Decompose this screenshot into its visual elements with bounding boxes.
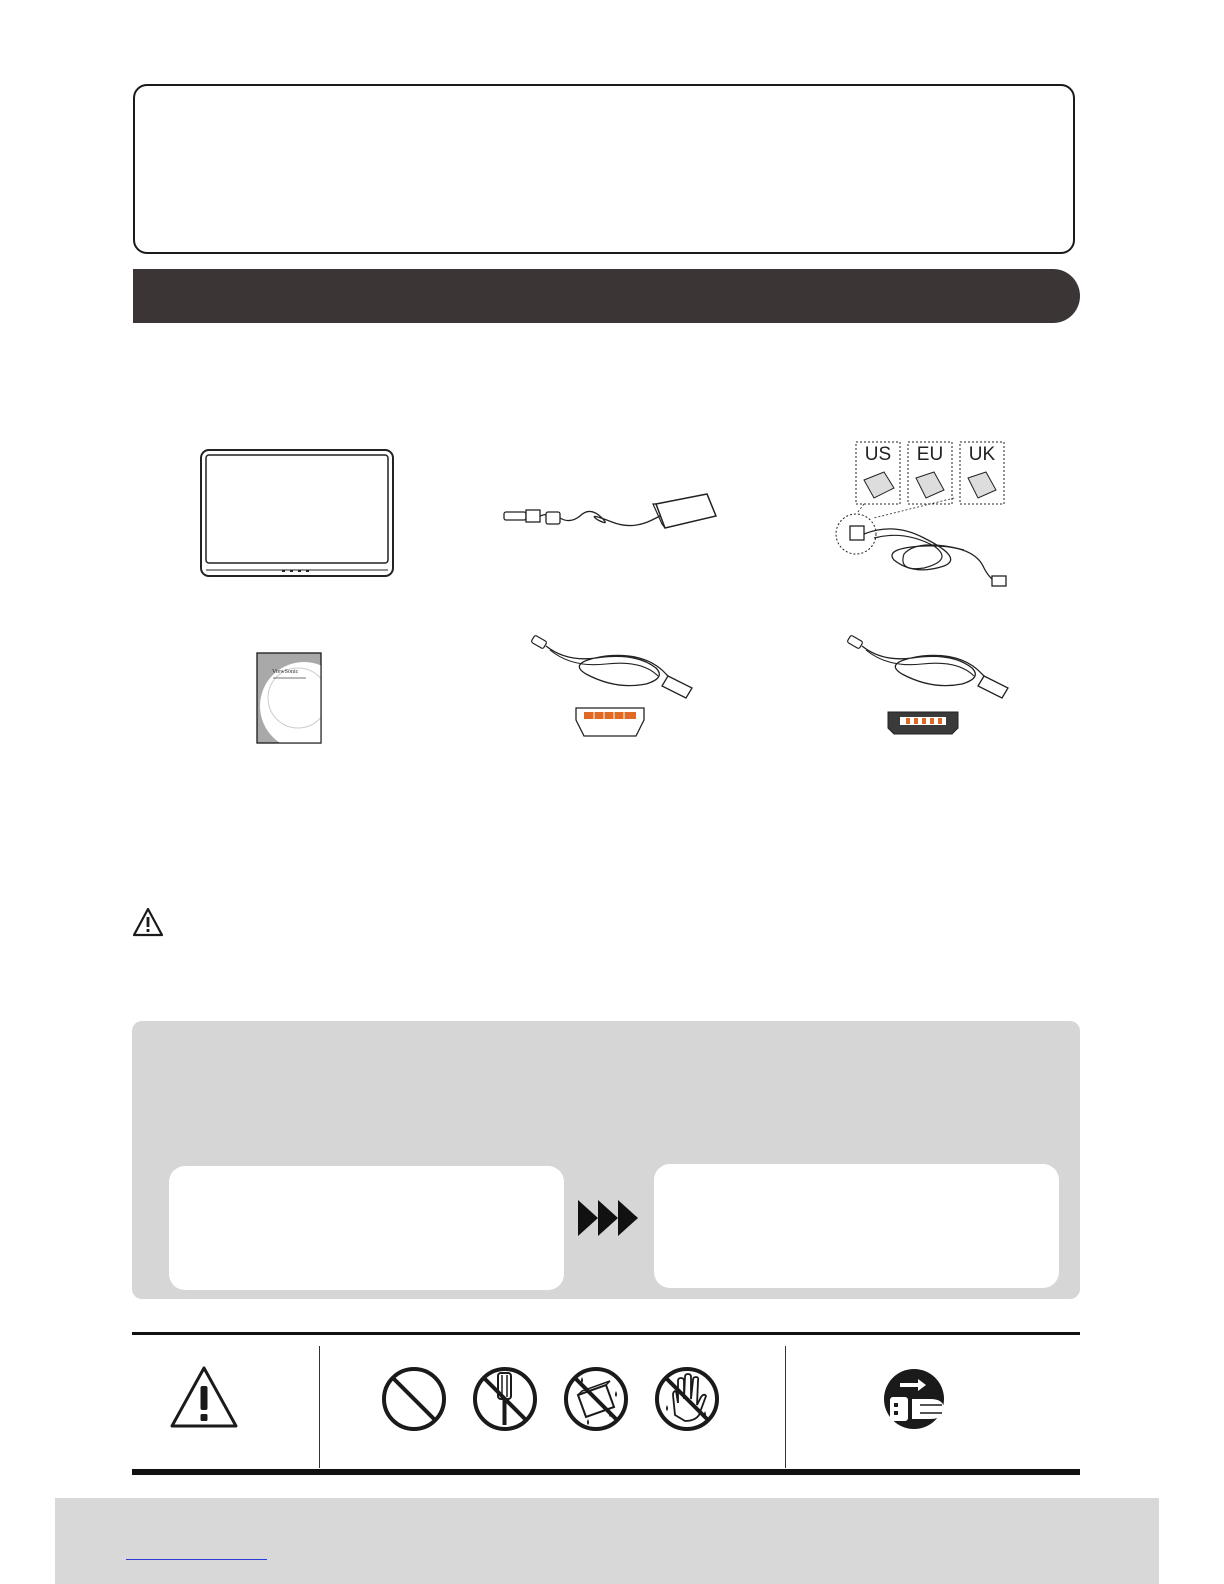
column-divider: [785, 1346, 786, 1468]
column-divider: [319, 1346, 320, 1468]
triple-arrow-icon: [578, 1200, 640, 1241]
intro-text-box: [133, 84, 1075, 254]
footer-link[interactable]: [126, 1544, 267, 1560]
usb-cable-micro-icon: [842, 632, 1012, 706]
power-cord-icon: [834, 438, 1012, 590]
power-adapter-icon: [502, 490, 722, 540]
mini-usb-connector-icon: [574, 706, 646, 740]
info-card-left: [169, 1166, 564, 1290]
table-top-rule: [132, 1332, 1080, 1335]
unplug-power-icon: [880, 1365, 948, 1433]
brand-mark: ViewSonic: [272, 669, 299, 675]
keep-away-from-water-icon: [562, 1365, 630, 1433]
micro-usb-connector-icon: [884, 710, 962, 736]
do-not-touch-wet-hands-icon: [653, 1365, 721, 1433]
us-plug-label: US: [864, 444, 892, 465]
eu-plug-label: EU: [916, 444, 944, 465]
usb-cable-mini-icon: [526, 632, 696, 706]
do-not-disassemble-icon: [471, 1365, 539, 1433]
table-bottom-rule: [132, 1469, 1080, 1475]
caution-triangle-icon: [132, 907, 164, 942]
quick-start-guide-icon: [256, 652, 324, 746]
info-card-right: [654, 1164, 1059, 1288]
section-header-bar: [133, 269, 1080, 323]
caution-triangle-icon: [168, 1364, 240, 1430]
prohibited-icon: [380, 1365, 448, 1433]
footer-band: [55, 1498, 1159, 1584]
uk-plug-label: UK: [968, 444, 996, 465]
portable-monitor-icon: [198, 447, 396, 581]
